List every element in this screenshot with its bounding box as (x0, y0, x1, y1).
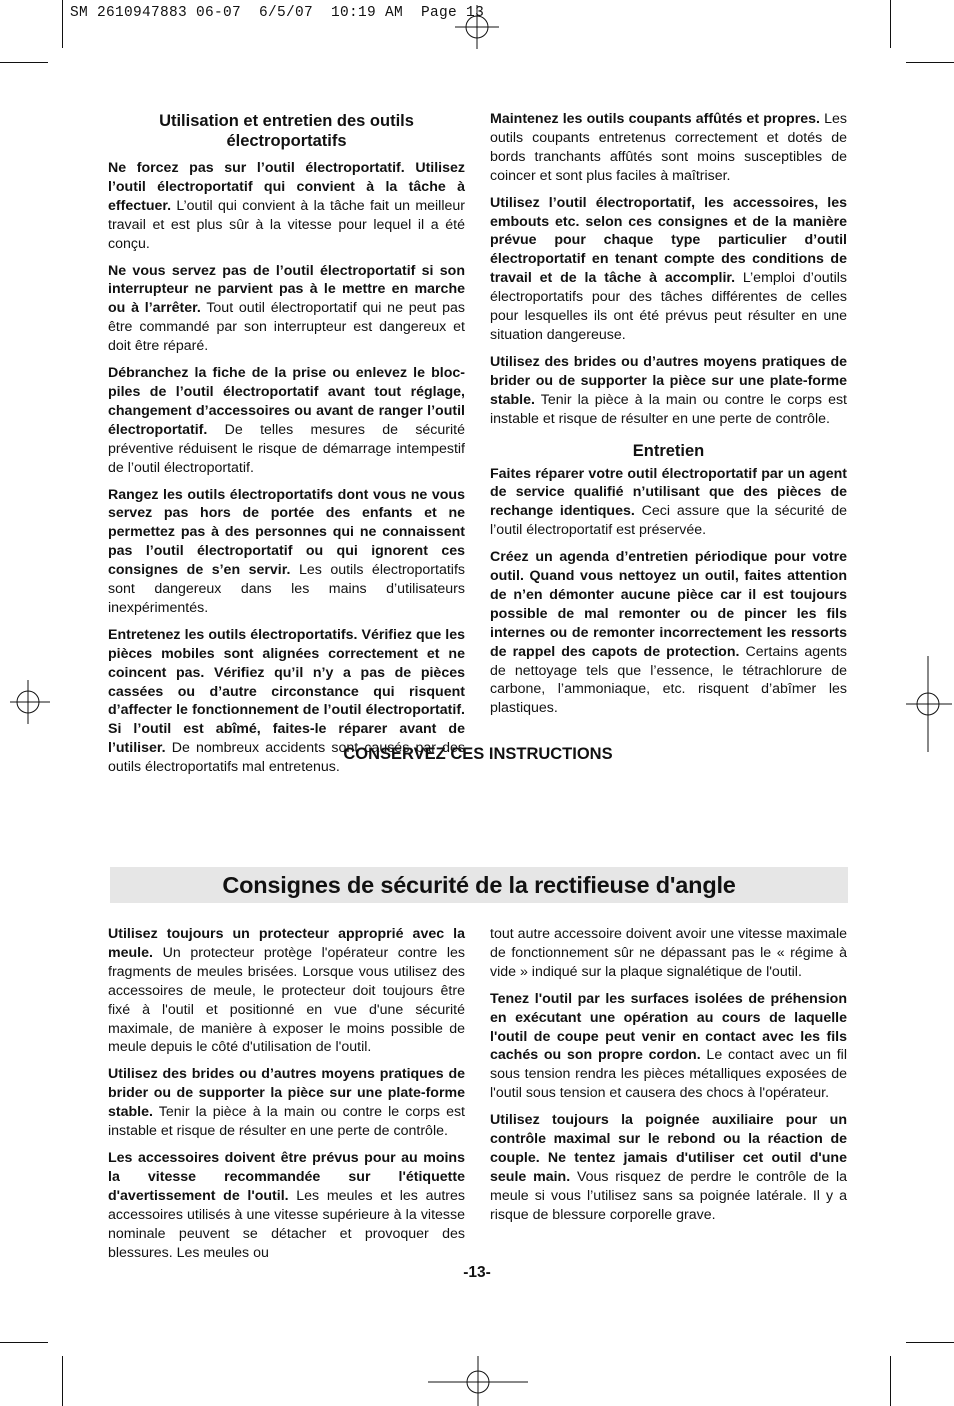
section1-right-column (490, 110, 847, 726)
paragraph: Faites réparer votre outil électroportatif par un agent de service qualifié n’utilisant que des pièces de rechange identiques. Ceci assure que la sécurité de l’outil électroportatif est préservée. (490, 465, 847, 539)
paragraph: Entretenez les outils électroportatifs. Vérifiez que les pièces mobiles sont alignées correctement et ne coincent pas. Vérifiez qu’il n’y a pas de pièces cassées ou d’autre circonstance qui risquent d’affecter le fonctionnement de l’outil électroportatif. Si l’outil est abîmé, faites-le réparer avant de l’utiliser. De nombreux accidents sont causés par des outils électroportatifs mal entretenus. (108, 626, 465, 776)
banner-title: Consignes de sécurité de la rectifieuse d'angle (222, 871, 736, 898)
crop-mark (62, 0, 63, 48)
crop-mark (906, 1342, 954, 1343)
paragraph: Utilisez des brides ou d’autres moyens pratiques de brider ou de supporter la pièce sur une plate-forme stable. Tenir la pièce à la main ou contre le corps est instable et risque de résulter en une perte de contrôle. (108, 1066, 465, 1140)
paragraph: Utilisez des brides ou d’autres moyens pratiques de brider ou de supporter la pièce sur une plate-forme stable. Tenir la pièce à la main ou contre le corps est instable et risque de résulter en une perte de contrôle. (490, 353, 847, 427)
registration-mark-icon (906, 656, 952, 752)
paragraph: tout autre accessoire doivent avoir une vitesse maximale de fonctionnement sûr ne dépassant pas le « régime à vide » indiqué sur la plaque signalétique de l'outil. (490, 926, 847, 980)
conservez-heading: CONSERVEZ CES INSTRUCTIONS (343, 745, 613, 763)
crop-mark (0, 62, 48, 63)
crop-mark (890, 1356, 891, 1406)
section-banner (110, 867, 848, 903)
paragraph: Utilisez l’outil électroportatif, les accessoires, les embouts etc. selon ces consignes et de la manière prévue pour chaque type particulier d’outil électroportatif en tenant compte des conditions de travail et de la tâche à accomplir. L’emploi d’outils électroportatifs pour des tâches différentes de celles pour lesquelles ils ont été prévus peut résulter en une situation dangereuse. (490, 194, 847, 343)
crop-mark (62, 1356, 63, 1406)
paragraph: Utilisez toujours un protecteur approprié avec la meule. Un protecteur protège l'opérateur contre les fragments de meules brisées. Lorsque vous utilisez des accessoires de meule, le protecteur doit toujours être fixé à l'outil et positionné en vue d'une sécurité maximale, de manière à exposer le moins possible de meule depuis le côté d'utilisation de l'outil. (108, 926, 465, 1056)
page-number: -13- (463, 1264, 491, 1281)
crop-mark (890, 0, 891, 48)
registration-mark-icon (428, 1356, 528, 1406)
section-heading: Utilisation et entretien des outils électroportatifs (159, 112, 414, 150)
paragraph: Tenez l'outil par les surfaces isolées de préhension en exécutant une opération au cours de laquelle l'outil de coupe peut venir en contact avec les fils cachés ou son propre cordon. Le contact avec un fil sous tension rendra les pièces métalliques exposées de l'outil sous tension et causera des chocs à l'opérateur. (490, 990, 847, 1102)
crop-mark (0, 1342, 48, 1343)
crop-mark (906, 62, 954, 63)
paragraph: Les accessoires doivent être prévus pour au moins la vitesse recommandée sur l'étiquette d'avertissement de l'outil. Les meules et les autres accessoires utilisés à une vitesse supérieure à la vitesse nominale peuvent se détacher et provoquer des blessures. Les meules ou (108, 1149, 466, 1261)
paragraph: Maintenez les outils coupants affûtés et propres. Les outils coupants entretenus correctement et dotés de bords tranchants affûtés sont moins susceptibles de coincer et sont plus faciles à maîtriser. (490, 111, 847, 184)
paragraph: Créez un agenda d’entretien périodique pour votre outil. Quand vous nettoyez un outil, faites attention de n’en démonter aucune pièce car il est toujours possible de mal remonter ou de pincer les fils internes ou de remonter incorrectement les ressorts de rappel des capots de protection. Certains agents de nettoyage tels que l’essence, le tétrachlorure de carbone, l’ammoniaque, etc. risquent d’abîmer les plastiques. (490, 549, 848, 717)
registration-mark-icon (10, 680, 50, 724)
paragraph: Rangez les outils électroportatifs dont vous ne vous servez pas hors de portée des enfants et ne permettez pas à des personnes qui ne connaissent pas l’outil électroportatif ou qui ignorent ces consignes de s’en servir. Les outils électroportatifs sont dangereux dans les mains d’utilisateurs inexpérimentés. (108, 486, 465, 616)
paragraph: Utilisez toujours la poignée auxiliaire pour un contrôle maximal sur le rebond ou la réaction de couple. Ne tentez jamais d'utiliser cet outil d'une seule main. Vous risquez de perdre le contrôle de la meule si vous l’utilisez sans sa poignée latérale. Il y a risque de blessure corporelle grave. (490, 1112, 847, 1223)
section1-left-column (108, 111, 465, 785)
paragraph: Ne vous servez pas de l’outil électroportatif si son interrupteur ne parvient pas à le mettre en marche ou à l’arrêter. Tout outil électroportatif qui ne peut pas être commandé par son interrupteur est dangereux et doit être réparé. (108, 262, 466, 355)
print-slug: SM 2610947883 06-07 6/5/07 10:19 AM Page 13 (70, 5, 485, 21)
entretien-heading: Entretien (632, 441, 705, 460)
paragraph: Ne forcez pas sur l’outil électroportatif. Utilisez l’outil électroportatif qui convient à la tâche à effectuer. L’outil qui convient à la tâche fait un meilleur travail et est plus sûr à la vitesse pour lequel il a été conçu. (108, 160, 465, 252)
paragraph: Débranchez la fiche de la prise ou enlevez le bloc-piles de l’outil électroportatif avant tout réglage, changement d’accessoires ou avant de ranger l’outil électroportatif. De telles mesures de sécurité préventive réduisent le risque de démarrage intempestif de l’outil électroportatif. (108, 365, 465, 476)
section2-left-column (108, 925, 465, 1270)
section2-right-column (490, 925, 847, 1233)
